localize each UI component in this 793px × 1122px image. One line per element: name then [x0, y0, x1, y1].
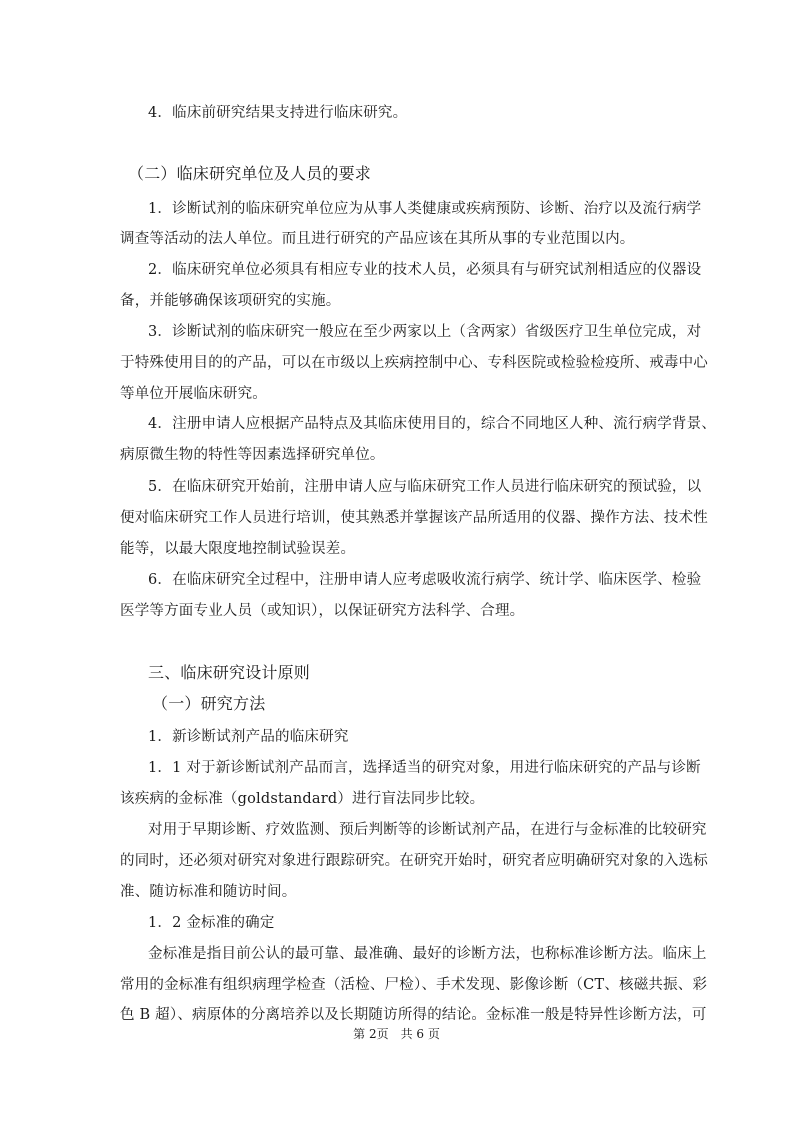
paragraph-line: 1．新诊断试剂产品的临床研究 — [148, 729, 349, 745]
paragraph-line: 1．1 对于新诊断试剂产品而言，选择适当的研究对象，用进行临床研究的产品与诊断 — [148, 760, 701, 776]
paragraph-line: 2．临床研究单位必须具有相应专业的技术人员，必须具有与研究试剂相适应的仪器设 — [148, 262, 702, 278]
section-heading: 三、临床研究设计原则 — [148, 663, 311, 682]
paragraph-line: 3．诊断试剂的临床研究一般应在至少两家以上（含两家）省级医疗卫生单位完成，对 — [148, 324, 702, 340]
paragraph-line: 1．2 金标准的确定 — [148, 915, 275, 931]
paragraph-line: 对用于早期诊断、疗效监测、预后判断等的诊断试剂产品，在进行与金标准的比较研究 — [148, 822, 707, 838]
section-heading: （二）临床研究单位及人员的要求 — [128, 164, 372, 183]
paragraph-line: 等单位开展临床研究。 — [120, 386, 267, 402]
paragraph-line: 能等，以最大限度地控制试验误差。 — [120, 541, 356, 557]
paragraph-line: 于特殊使用目的的产品，可以在市级以上疾病控制中心、专科医院或检验检疫所、戒毒中心 — [120, 355, 708, 371]
paragraph-line: 病原微生物的特性等因素选择研究单位。 — [120, 447, 385, 463]
paragraph-line: 常用的金标准有组织病理学检查（活检、尸检）、手术发现、影像诊断（CT、核磁共振、彩 — [120, 977, 708, 993]
paragraph-line: 医学等方面专业人员（或知识），以保证研究方法科学、合理。 — [120, 603, 525, 619]
paragraph-line: 调查等活动的法人单位。而且进行研究的产品应该在其所从事的专业范围以内。 — [120, 231, 635, 247]
paragraph-line: 备，并能够确保该项研究的实施。 — [120, 293, 341, 309]
paragraph-line: 5．在临床研究开始前，注册申请人应与临床研究工作人员进行临床研究的预试验，以 — [148, 479, 702, 495]
page-footer: 第 2页 共 6 页 — [353, 1027, 440, 1041]
paragraph-line: 6．在临床研究全过程中，注册申请人应考虑吸收流行病学、统计学、临床医学、检验 — [148, 572, 702, 588]
paragraph-line: 便对临床研究工作人员进行培训，使其熟悉并掌握该产品所适用的仪器、操作方法、技术性 — [120, 510, 708, 526]
paragraph-line: 4．注册申请人应根据产品特点及其临床使用目的，综合不同地区人种、流行病学背景、 — [148, 416, 717, 432]
paragraph-line: 金标准是指目前公认的最可靠、最准确、最好的诊断方法，也称标准诊断方法。临床上 — [148, 946, 707, 962]
paragraph-line: 4．临床前研究结果支持进行临床研究。 — [148, 105, 408, 121]
paragraph-line: 该疾病的金标准（goldstandard）进行盲法同步比较。 — [120, 791, 485, 807]
paragraph-line: 1．诊断试剂的临床研究单位应为从事人类健康或疾病预防、诊断、治疗以及流行病学 — [148, 201, 702, 217]
paragraph-line: 色 B 超）、病原体的分离培养以及长期随访所得的结论。金标准一般是特异性诊断方法，可 — [120, 1007, 707, 1023]
paragraph-line: 的同时，还必须对研究对象进行跟踪研究。在研究开始时，研究者应明确研究对象的入选标 — [120, 853, 708, 869]
subsection-heading: （一）研究方法 — [152, 694, 266, 713]
paragraph-line: 准、随访标准和随访时间。 — [120, 884, 297, 900]
